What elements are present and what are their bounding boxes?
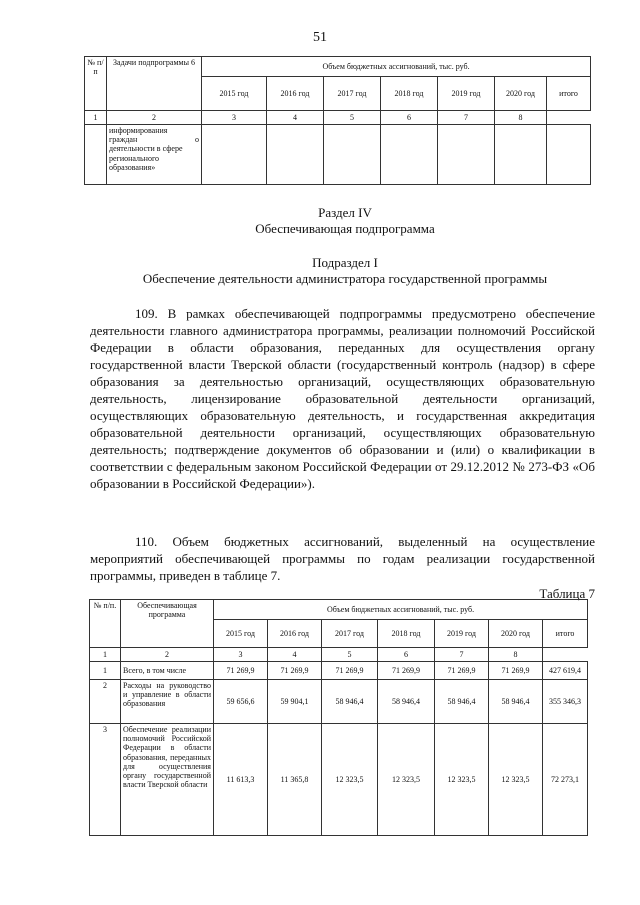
row-total: 72 273,1 <box>543 724 588 836</box>
header-year: 2020 год <box>495 77 547 111</box>
header-num: № п/п <box>85 57 107 111</box>
col-number: 8 <box>489 648 543 662</box>
header-program: Обеспечивающая программа <box>121 600 214 648</box>
table-row <box>90 662 588 680</box>
header-budget: Объем бюджетных ассигнований, тыс. руб. <box>214 600 588 620</box>
row-value: 71 269,9 <box>214 662 268 680</box>
row-value: 11 613,3 <box>214 724 268 836</box>
col-number: 5 <box>324 111 381 125</box>
subprogram-6-table <box>84 56 591 185</box>
row-value: 12 323,5 <box>378 724 435 836</box>
row-value: 12 323,5 <box>322 724 378 836</box>
row-value: 12 323,5 <box>435 724 489 836</box>
paragraph-109: 109. В рамках обеспечивающей подпрограммы предусмотрено обеспечение деятельности главного администратора программы, реализации полномочий Российской Федерации в области образования, переданных для осуществления органу государственной власти Тверской области (государственный контроль (надзор) в сфере образования за деятельностью организаций, осуществляющих образовательную деятельность, лицензирование образовательной деятельности организаций, осуществляющих образовательную деятельность, и государственная аккредитация образовательной деятельности организаций, осуществляющих образовательную деятельность; подтверждение документов об образовании и (или) о квалификации в соответствии с федеральным законом Российской Федерации от 29.12.2012 № 273-ФЗ «Об образовании в Российской Федерации»). <box>90 306 595 491</box>
subsection-subtitle: Обеспечение деятельности администратора государственной программы <box>142 271 548 286</box>
col-number: 4 <box>268 648 322 662</box>
col-number: 1 <box>85 111 107 125</box>
row-value: 58 946,4 <box>378 680 435 724</box>
page-number: 51 <box>313 30 327 45</box>
section-title: Раздел IV <box>318 205 372 220</box>
col-number: 2 <box>107 111 202 125</box>
row-value: 58 946,4 <box>435 680 489 724</box>
col-number: 4 <box>267 111 324 125</box>
header-year: 2015 год <box>214 620 268 648</box>
col-number: 7 <box>435 648 489 662</box>
row-value: 71 269,9 <box>489 662 543 680</box>
header-total: итого <box>543 620 588 648</box>
header-num: № п/п. <box>90 600 121 648</box>
paragraph-110: 110. Объем бюджетных ассигнований, выделенный на осуществление мероприятий обеспечивающей программы по годам реализации государственной программы, приведен в таблице 7. <box>90 534 595 583</box>
header-budget: Объем бюджетных ассигнований, тыс. руб. <box>202 57 591 77</box>
header-year: 2019 год <box>438 77 495 111</box>
row-label: Всего, в том числе <box>121 662 214 680</box>
col-number: 3 <box>202 111 267 125</box>
row-value: 59 656,6 <box>214 680 268 724</box>
row-total: 427 619,4 <box>543 662 588 680</box>
row-num: 3 <box>90 724 121 836</box>
row-value: 71 269,9 <box>435 662 489 680</box>
col-number: 5 <box>322 648 378 662</box>
header-year: 2017 год <box>322 620 378 648</box>
row-num: 2 <box>90 680 121 724</box>
col-number: 6 <box>378 648 435 662</box>
row-value: 71 269,9 <box>322 662 378 680</box>
header-year: 2017 год <box>324 77 381 111</box>
col-number: 7 <box>438 111 495 125</box>
col-number: 8 <box>495 111 547 125</box>
header-year: 2018 год <box>378 620 435 648</box>
col-number: 1 <box>90 648 121 662</box>
row-total: 355 346,3 <box>543 680 588 724</box>
row-value: 71 269,9 <box>378 662 435 680</box>
task-cell: информирования граждан о деятельности в сфере регионального образования» <box>107 125 202 185</box>
row-value: 58 946,4 <box>322 680 378 724</box>
table-7 <box>89 599 588 836</box>
row-value: 12 323,5 <box>489 724 543 836</box>
header-year: 2019 год <box>435 620 489 648</box>
row-label: Расходы на руководство и управление в области образования <box>121 680 214 724</box>
header-task: Задачи подпрограммы 6 <box>107 57 202 111</box>
row-num: 1 <box>90 662 121 680</box>
col-number: 3 <box>214 648 268 662</box>
header-year: 2016 год <box>267 77 324 111</box>
row-value: 58 946,4 <box>489 680 543 724</box>
header-year: 2016 год <box>268 620 322 648</box>
header-year: 2018 год <box>381 77 438 111</box>
row-value: 11 365,8 <box>268 724 322 836</box>
row-label: Обеспечение реализации полномочий Российской Федерации в области образования, переданных для осуществления органу государственной власти Тверской области <box>121 724 214 836</box>
subsection-title: Подраздел I <box>312 255 378 270</box>
col-number: 6 <box>381 111 438 125</box>
row-value: 71 269,9 <box>268 662 322 680</box>
header-total: итого <box>547 77 591 111</box>
table-row <box>85 125 591 185</box>
table-row <box>90 680 588 724</box>
col-number: 2 <box>121 648 214 662</box>
section-subtitle: Обеспечивающая подпрограмма <box>255 221 435 236</box>
header-year: 2020 год <box>489 620 543 648</box>
header-year: 2015 год <box>202 77 267 111</box>
table-row <box>90 724 588 836</box>
table-label: Таблица 7 <box>539 586 595 601</box>
row-value: 59 904,1 <box>268 680 322 724</box>
